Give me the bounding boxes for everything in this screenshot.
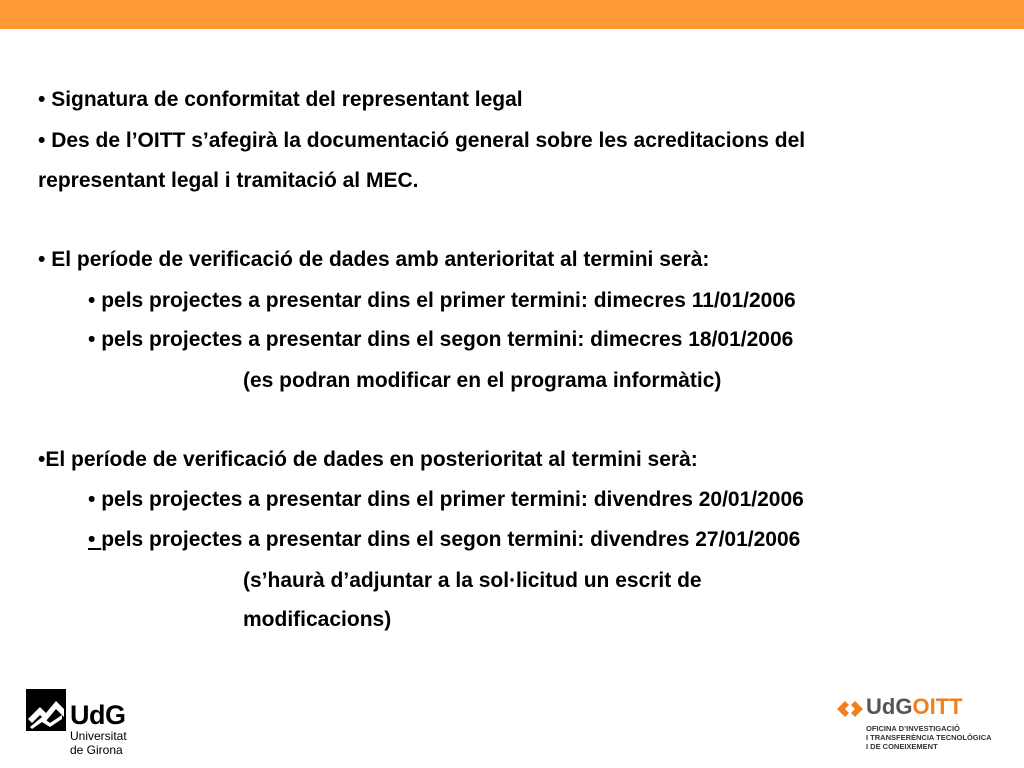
udg-wordmark: UdG	[70, 700, 126, 730]
bullet-marker: •	[88, 289, 102, 312]
oitt-subtitle-line3: I DE CONEIXEMENT	[866, 742, 938, 751]
bullet-marker: •	[38, 88, 52, 111]
oitt-subtitle-line1: OFICINA D’INVESTIGACIÓ	[866, 724, 960, 733]
line-text: Signatura de conformitat del representant legal	[51, 88, 523, 111]
line-text: El període de verificació de dades amb anterioritat al termini serà:	[51, 248, 710, 271]
note-line	[243, 607, 391, 633]
bullet-marker: •	[88, 328, 102, 351]
bullet-marker: •	[88, 528, 102, 551]
line-text: modificacions)	[243, 608, 392, 631]
udg-emblem-icon	[26, 689, 66, 731]
line-text: pels projectes a presentar dins el segon termini: divendres 27/01/2006	[101, 528, 801, 551]
sub-bullet-line	[88, 327, 793, 353]
oitt-wordmark-udg: UdG	[866, 694, 913, 719]
oitt-wordmark	[866, 694, 963, 720]
note-line	[243, 568, 702, 594]
udg-subtitle-line2: de Girona	[70, 743, 123, 757]
udg-subtitle-line1: Universitat	[70, 729, 127, 743]
line-text: (s’haurà d’adjuntar a la sol·licitud un escrit de	[243, 569, 702, 592]
line-text: (es podran modificar en el programa informàtic)	[243, 369, 722, 392]
bullet-marker: •	[38, 448, 46, 471]
udg-logo	[26, 689, 138, 761]
oitt-emblem-icon	[834, 694, 864, 724]
line-text: pels projectes a presentar dins el segon termini: dimecres 18/01/2006	[101, 328, 794, 351]
oitt-subtitle-line2: I TRANSFERÈNCIA TECNOLÒGICA	[866, 733, 992, 742]
bullet-marker: •	[88, 488, 102, 511]
bullet-line	[38, 247, 709, 273]
bullet-marker: •	[38, 248, 52, 271]
sub-bullet-line	[88, 527, 800, 553]
bullet-line	[38, 447, 698, 473]
line-text: El període de verificació de dades en posterioritat al termini serà:	[45, 448, 698, 471]
line-text: representant legal i tramitació al MEC.	[38, 169, 419, 192]
line-text: pels projectes a presentar dins el primer termini: dimecres 11/01/2006	[101, 289, 796, 312]
udg-oitt-logo	[834, 692, 1000, 752]
line-text: pels projectes a presentar dins el primer termini: divendres 20/01/2006	[101, 488, 804, 511]
sub-bullet-line	[88, 487, 804, 513]
line-text: Des de l’OITT s’afegirà la documentació general sobre les acreditacions del	[51, 129, 806, 152]
bullet-line	[38, 128, 805, 154]
bullet-marker: •	[38, 129, 52, 152]
sub-bullet-line	[88, 288, 796, 314]
continuation-line	[38, 168, 418, 194]
note-line	[243, 368, 721, 394]
bullet-line	[38, 87, 523, 113]
oitt-wordmark-oitt: OITT	[912, 694, 963, 719]
